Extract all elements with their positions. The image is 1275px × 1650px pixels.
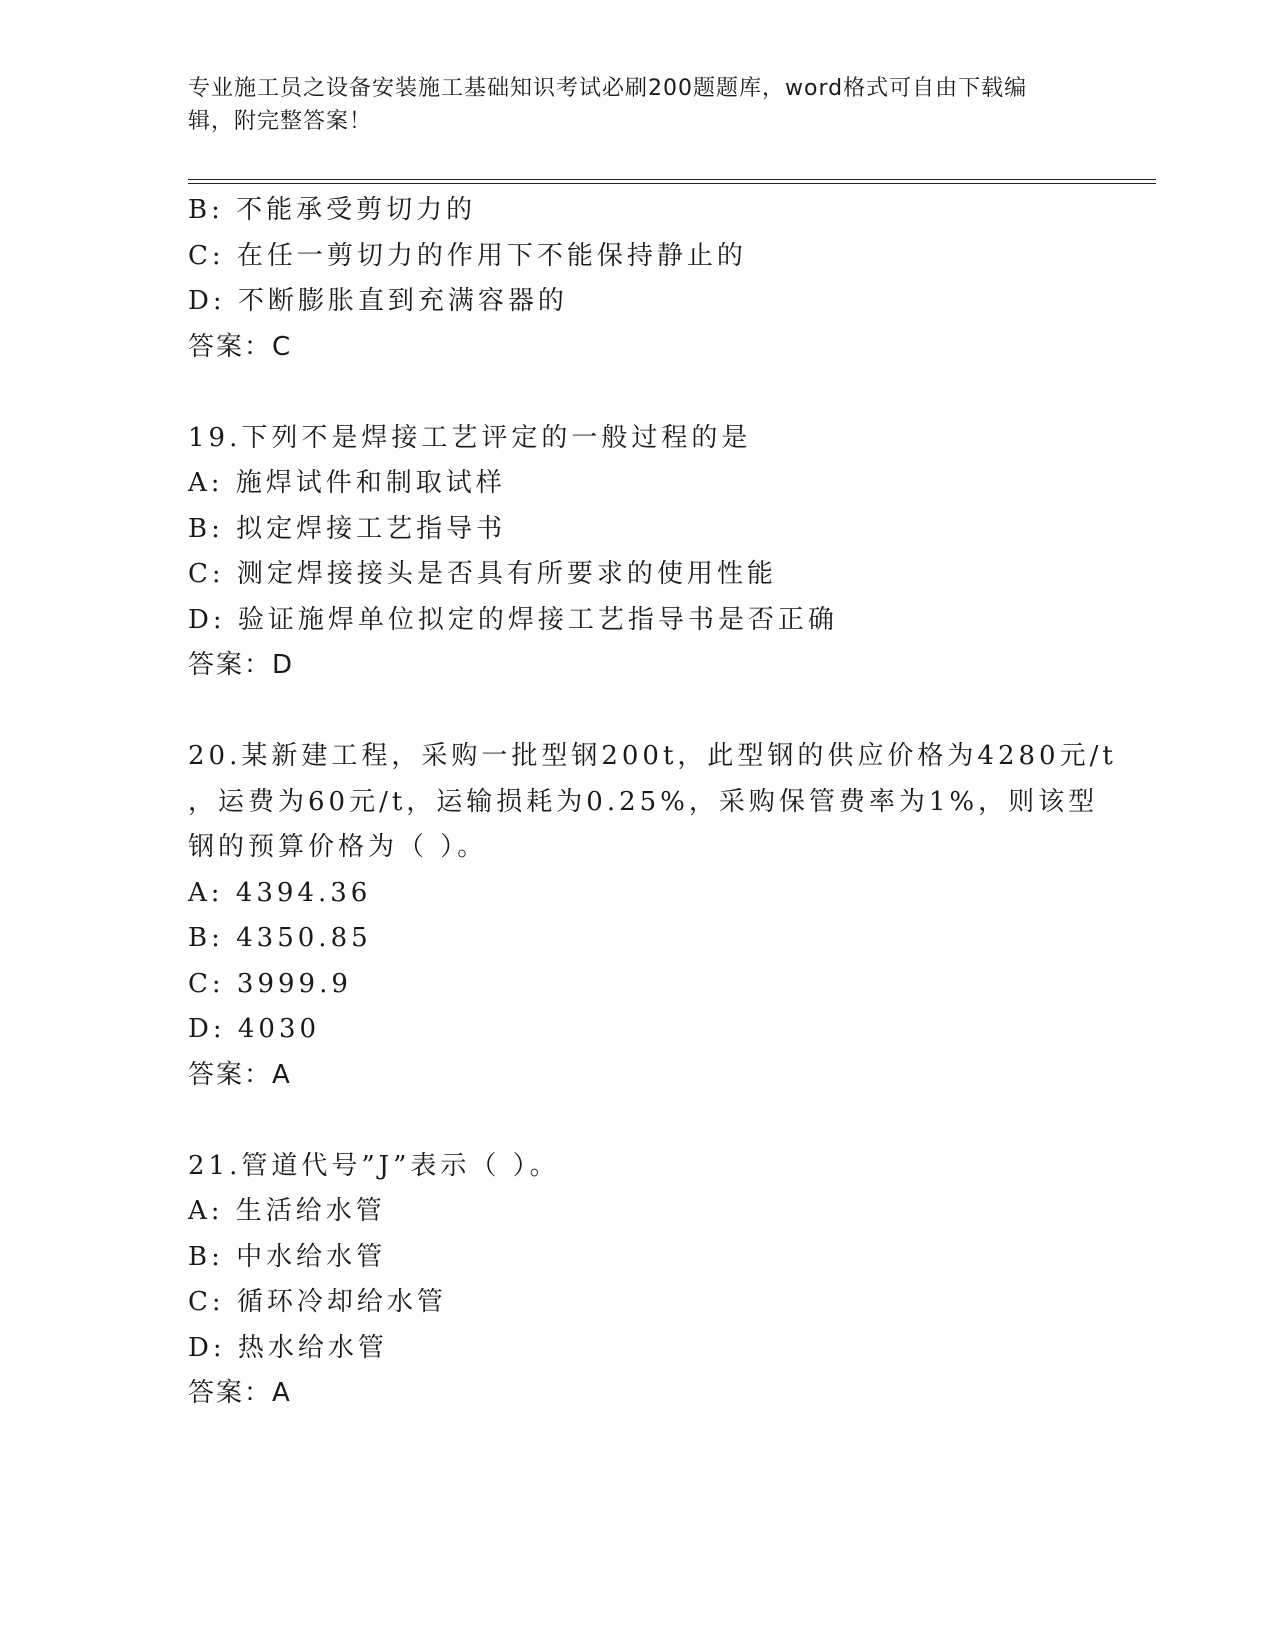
option-a: A: 生活给水管 — [188, 1196, 386, 1226]
option-d: D: 不断膨胀直到充满容器的 — [188, 286, 568, 316]
answer: 答案：A — [188, 1059, 292, 1090]
option-c: C: 3999.9 — [188, 968, 352, 999]
question-continued — [188, 188, 1068, 370]
spacer — [188, 689, 1068, 735]
option-b: B: 4350.85 — [188, 923, 372, 953]
question-list — [188, 188, 1117, 1417]
question-20 — [188, 734, 1117, 1098]
answer: 答案：D — [188, 650, 295, 680]
question-stem-line: ，运费为60元/t，运输损耗为0.25%，采购保管费率为1%，则该型 — [188, 786, 1099, 817]
header-rule — [188, 179, 1156, 180]
option-c: C: 循环冷却给水管 — [188, 1287, 447, 1317]
question-21 — [188, 1144, 1068, 1417]
question-19 — [188, 416, 1068, 689]
option-d: D: 4030 — [188, 1014, 321, 1044]
question-stem: 21.管道代号”J”表示（ ）。 — [188, 1150, 560, 1181]
option-c: C: 测定焊接接头是否具有所要求的使用性能 — [188, 559, 777, 589]
spacer — [188, 1098, 1068, 1144]
answer: 答案：C — [188, 331, 293, 362]
question-stem: 19.下列不是焊接工艺评定的一般过程的是 — [188, 422, 752, 453]
option-b: B: 拟定焊接工艺指导书 — [188, 513, 507, 544]
option-d: D: 热水给水管 — [188, 1332, 388, 1363]
document-header: 专业施工员之设备安装施工基础知识考试必刷200题题库，word格式可自由下载编辑，附完整答案！ — [188, 76, 1028, 134]
option-b: B: 不能承受剪切力的 — [188, 195, 477, 225]
option-c: C: 在任一剪切力的作用下不能保持静止的 — [188, 240, 747, 271]
spacer — [188, 370, 1068, 416]
answer: 答案：A — [188, 1378, 292, 1408]
option-a: A: 施焊试件和制取试样 — [188, 468, 506, 498]
question-stem-line: 20.某新建工程，采购一批型钢200t，此型钢的供应价格为4280元/t — [188, 741, 1117, 771]
option-d: D: 验证施焊单位拟定的焊接工艺指导书是否正确 — [188, 604, 838, 635]
option-b: B: 中水给水管 — [188, 1241, 387, 1272]
header-rule — [188, 183, 1156, 184]
question-stem-line: 钢的预算价格为（ ）。 — [188, 832, 488, 862]
option-a: A: 4394.36 — [188, 877, 372, 908]
